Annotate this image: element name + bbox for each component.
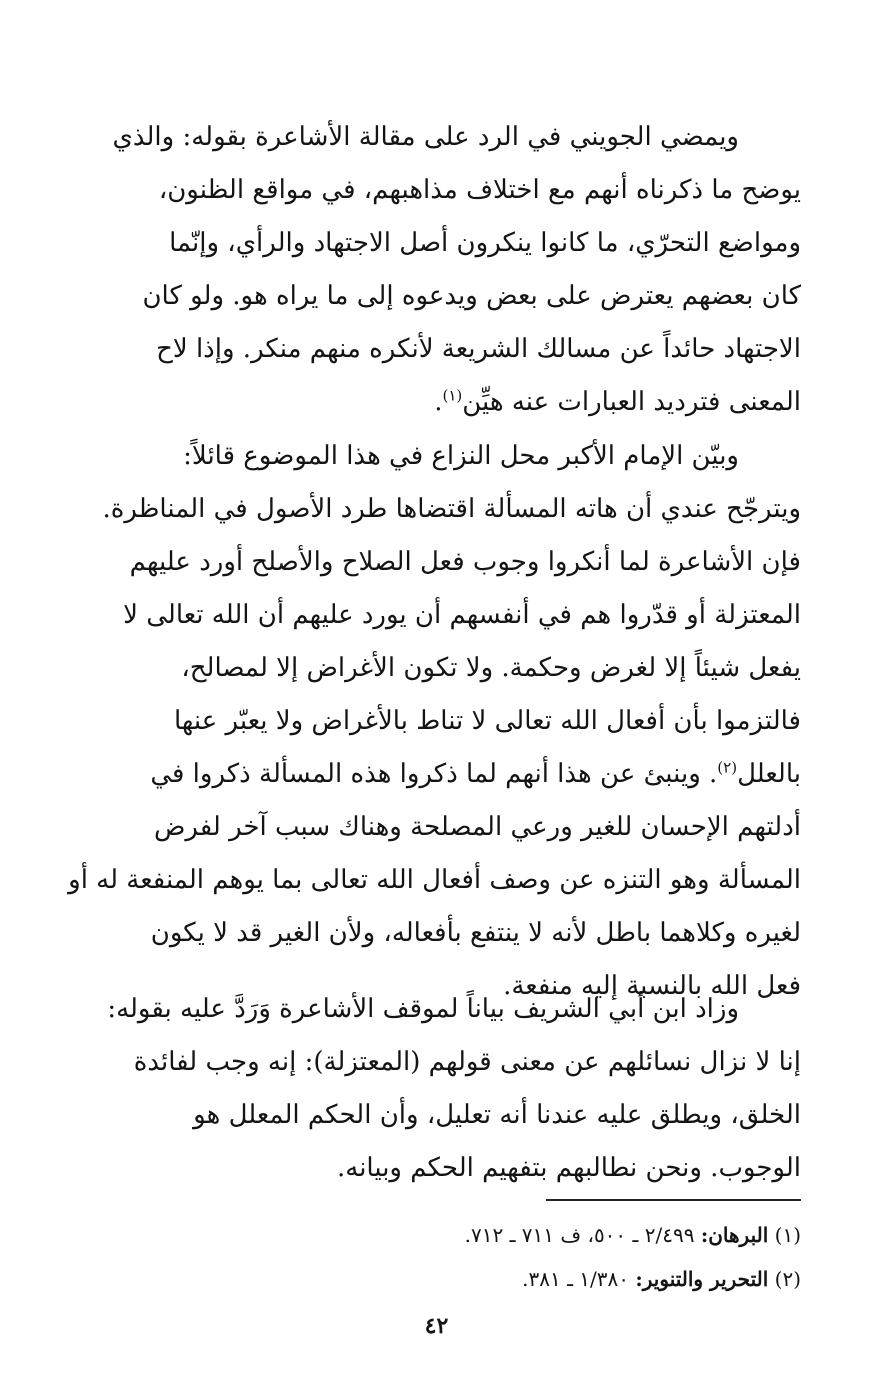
footnote-separator [546, 1199, 801, 1201]
text-line: كان بعضهم يعترض على بعض ويدعوه إلى ما يراه هو. ولو كان [142, 281, 801, 311]
text-line: فعل الله بالنسبة إليه منفعة. [503, 971, 801, 1001]
footnote-2 [68, 1264, 801, 1294]
text-line: بالعلل$^{(٢)}$. وينبئ عن هذا أنهم لما ذكروا هذه المسألة ذكروا في [150, 758, 801, 789]
text-line: ويترجّح عندي أن هاته المسألة اقتضاها طرد الأصول في المناظرة. [102, 494, 801, 524]
text-line: إنا لا نزال نسائلهم عن معنى قولهم (المعتزلة): إنه وجب لفائدة [133, 1047, 801, 1077]
footnote-reference: ٢/٤٩٩ ـ ٥٠٠، ف ٧١١ ـ ٧١٢. [464, 1223, 695, 1247]
text-line: وبيّن الإمام الأكبر محل النزاع في هذا الموضوع قائلاً: [183, 441, 739, 471]
text-line: يفعل شيئاً إلا لغرض وحكمة. ولا تكون الأغراض إلا لمصالح، [181, 653, 801, 683]
paragraph-juwayni-quote [68, 111, 801, 429]
footnote-number: (١) [774, 1223, 801, 1247]
text-line: المعنى فترديد العبارات عنه هيِّن$^{(١)}$. [434, 386, 801, 417]
footnote-1 [68, 1220, 801, 1250]
text-line: يوضح ما ذكرناه أنهم مع اختلاف مذاهبهم، في مواقع الظنون، [158, 175, 801, 205]
text-line: أدلتهم الإحسان للغير ورعي المصلحة وهناك سبب آخر لفرض [153, 812, 801, 842]
text-line: وزاد ابن أبي الشريف بياناً لموقف الأشاعرة وَرَدَّ عليه بقوله: [107, 994, 739, 1024]
page-number: ٤٢ [424, 1313, 449, 1339]
text-line: لغيره وكلاهما باطل لأنه لا ينتفع بأفعاله، ولأن الغير قد لا يكون [150, 918, 801, 948]
text-line: فإن الأشاعرة لما أنكروا وجوب فعل الصلاح والأصلح أورد عليهم [129, 547, 801, 577]
text-line: الخلق، ويطلق عليه عندنا أنه تعليل، وأن الحكم المعلل هو [193, 1100, 801, 1130]
text-line: ويمضي الجويني في الرد على مقالة الأشاعرة بقوله: والذي [112, 122, 739, 152]
text-line: الاجتهاد حائداً عن مسالك الشريعة لأنكره منهم منكر. وإذا لاح [156, 334, 801, 364]
footnote-number: (٢) [774, 1267, 801, 1291]
text-line: ومواضع التحرّي، ما كانوا ينكرون أصل الاجتهاد والرأي، وإنّما [169, 228, 801, 258]
text-line: المسألة وهو التنزه عن وصف أفعال الله تعالى بما يوهم المنفعة له أو [68, 865, 801, 895]
paragraph-ibn-abi-sharif-quote [68, 983, 801, 1195]
footnote-source: البرهان: [700, 1223, 769, 1247]
footnote-ref-1: (١) [442, 386, 463, 405]
footnote-reference: ١/٣٨٠ ـ ٣٨١. [522, 1267, 630, 1291]
paragraph-imam-akbar-quote [68, 430, 801, 1013]
text-line: فالتزموا بأن أفعال الله تعالى لا تناط بالأغراض ولا يعبّر عنها [173, 706, 801, 736]
footnote-ref-2: (٢) [717, 758, 738, 777]
footnote-source: التحرير والتنوير: [635, 1267, 769, 1291]
text-line: المعتزلة أو قدّروا هم في أنفسهم أن يورد عليهم أن الله تعالى لا [123, 600, 801, 630]
text-line: الوجوب. ونحن نطالبهم بتفهيم الحكم وبيانه. [336, 1153, 801, 1183]
